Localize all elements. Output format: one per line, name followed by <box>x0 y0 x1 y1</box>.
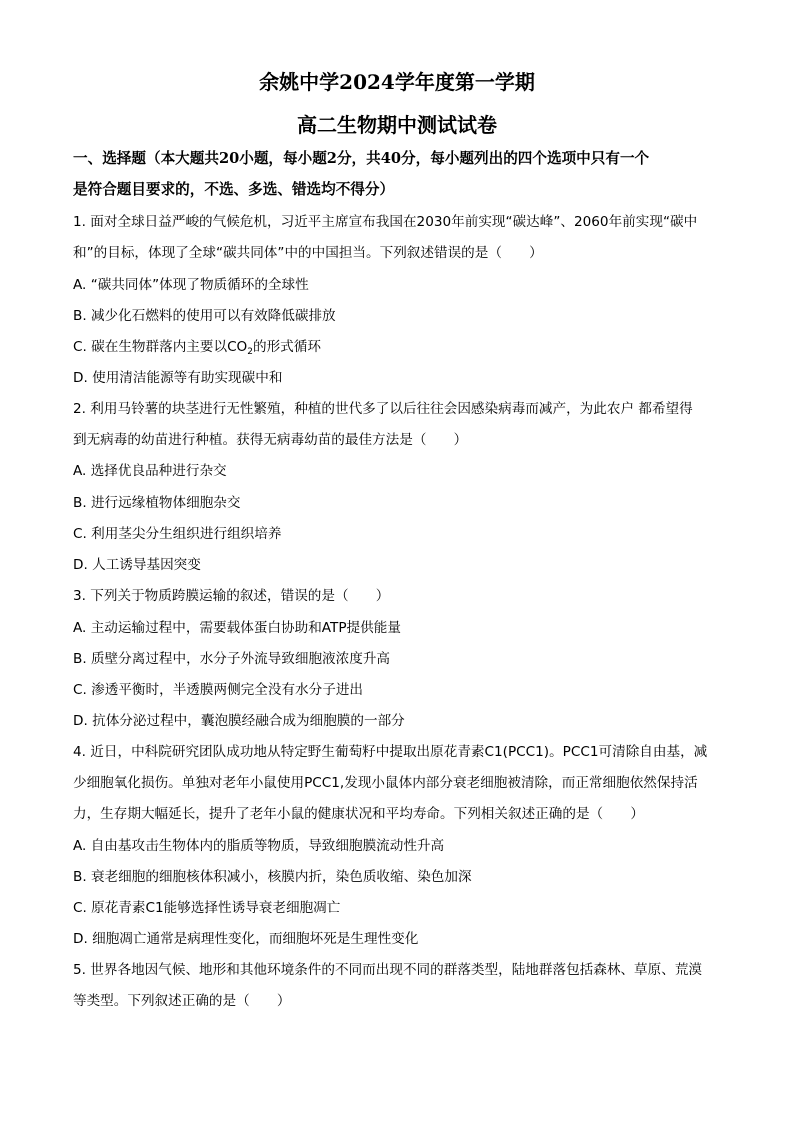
question-4-option-b: B. 衰老细胞的细胞核体积减小，核膜内折，染色质收缩、染色加深 <box>73 869 472 885</box>
question-5-stem-line-1: 5. 世界各地因气候、地形和其他环境条件的不同而出现不同的群落类型，陆地群落包括森林、草原、荒漠 <box>73 962 703 978</box>
question-2-stem-line-2: 到无病毒的幼苗进行种植。获得无病毒幼苗的最佳方法是（ ） <box>73 432 468 448</box>
question-1-stem-line-1: 1. 面对全球日益严峻的气候危机，习近平主席宣布我国在2030年前实现“碳达峰”、2060年前实现“碳中 <box>73 214 698 230</box>
question-3-option-b: B. 质壁分离过程中，水分子外流导致细胞液浓度升高 <box>73 651 391 667</box>
question-2-option-c: C. 利用茎尖分生组织进行组织培养 <box>73 526 282 542</box>
question-2-option-b: B. 进行远缘植物体细胞杂交 <box>73 495 241 511</box>
question-1-option-c <box>73 337 321 357</box>
co2-subscript: 2 <box>247 347 253 357</box>
exam-title-subject: 高二生物期中测试试卷 <box>297 113 497 137</box>
question-4-option-c: C. 原花青素C1能够选择性诱导衰老细胞凋亡 <box>73 900 341 916</box>
exam-title-school-term: 余姚中学2024学年度第一学期 <box>259 70 535 94</box>
question-2-option-a: A. 选择优良品种进行杂交 <box>73 463 227 479</box>
question-1-option-a: A. “碳共同体”体现了物质循环的全球性 <box>73 277 309 293</box>
question-3-option-c: C. 渗透平衡时，半透膜两侧完全没有水分子进出 <box>73 682 364 698</box>
question-1-option-b: B. 减少化石燃料的使用可以有效降低碳排放 <box>73 308 336 324</box>
question-4-stem-line-2: 少细胞氧化损伤。单独对老年小鼠使用PCC1,发现小鼠体内部分衰老细胞被清除，而正常细胞依然保持活 <box>73 775 698 791</box>
question-4-option-d: D. 细胞凋亡通常是病理性变化，而细胞坏死是生理性变化 <box>73 931 419 947</box>
question-1-option-c-tail: 的形式循环 <box>253 339 321 355</box>
question-3-option-a: A. 主动运输过程中，需要载体蛋白协助和ATP提供能量 <box>73 620 401 636</box>
question-4-option-a: A. 自由基攻击生物体内的脂质等物质，导致细胞膜流动性升高 <box>73 838 445 854</box>
question-5-stem-line-2: 等类型。下列叙述正确的是（ ） <box>73 993 291 1009</box>
section-heading-line-1: 一、选择题（本大题共20小题，每小题2分，共40分，每小题列出的四个选项中只有一个 <box>73 150 650 167</box>
question-2-stem-line-1: 2. 利用马铃薯的块茎进行无性繁殖，种植的世代多了以后往往会因感染病毒而减产，为此农户 都希望得 <box>73 401 693 417</box>
question-4-stem-line-3: 力，生存期大幅延长，提升了老年小鼠的健康状况和平均寿命。下列相关叙述正确的是（ ） <box>73 806 644 822</box>
question-3-stem-line-1: 3. 下列关于物质跨膜运输的叙述，错误的是（ ） <box>73 588 390 604</box>
question-4-stem-line-1: 4. 近日，中科院研究团队成功地从特定野生葡萄籽中提取出原花青素C1(PCC1)。PCC1可清除自由基，减 <box>73 744 708 760</box>
question-1-stem-line-2: 和”的目标，体现了全球“碳共同体”中的中国担当。下列叙述错误的是（ ） <box>73 245 543 261</box>
question-3-option-d: D. 抗体分泌过程中，囊泡膜经融合成为细胞膜的一部分 <box>73 713 405 729</box>
question-2-option-d: D. 人工诱导基因突变 <box>73 557 201 573</box>
question-1-option-d: D. 使用清洁能源等有助实现碳中和 <box>73 370 283 386</box>
question-1-option-c-text: C. 碳在生物群落内主要以CO <box>73 339 248 355</box>
section-heading-line-2: 是符合题目要求的，不选、多选、错选均不得分） <box>73 181 395 198</box>
